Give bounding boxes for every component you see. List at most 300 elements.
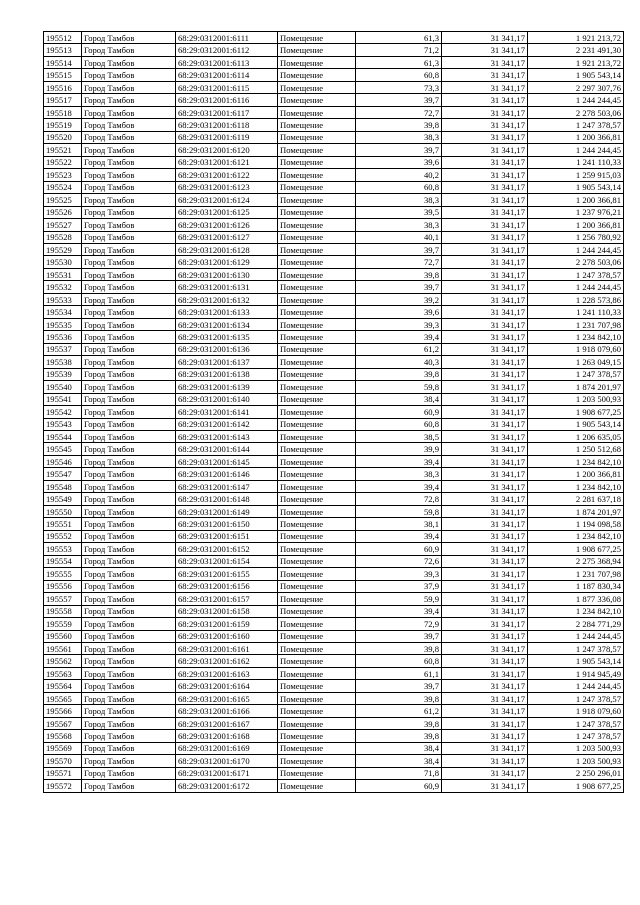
- object-type-cell: Помещение: [278, 680, 356, 692]
- area-cell: 60,9: [356, 780, 442, 792]
- cadastral-number-cell: 68:29:0312001:6162: [176, 655, 278, 667]
- unit-value-cell: 31 341,17: [442, 368, 528, 380]
- table-row: [44, 293, 624, 305]
- area-cell: 38,1: [356, 518, 442, 530]
- table-row: [44, 692, 624, 704]
- row-number-cell: 195528: [44, 231, 82, 243]
- cadastral-value-cell: 2 231 491,30: [528, 44, 624, 56]
- unit-value-cell: 31 341,17: [442, 780, 528, 792]
- cadastral-number-cell: 68:29:0312001:6120: [176, 144, 278, 156]
- table-row: [44, 593, 624, 605]
- row-number-cell: 195537: [44, 343, 82, 355]
- table-row: [44, 767, 624, 779]
- cadastral-number-cell: 68:29:0312001:6115: [176, 81, 278, 93]
- cadastral-number-cell: 68:29:0312001:6130: [176, 268, 278, 280]
- row-number-cell: 195514: [44, 56, 82, 68]
- cadastral-number-cell: 68:29:0312001:6148: [176, 493, 278, 505]
- row-number-cell: 195520: [44, 131, 82, 143]
- cadastral-value-cell: 1 206 635,05: [528, 431, 624, 443]
- object-type-cell: Помещение: [278, 655, 356, 667]
- cadastral-number-cell: 68:29:0312001:6119: [176, 131, 278, 143]
- area-cell: 71,2: [356, 44, 442, 56]
- table-row: [44, 642, 624, 654]
- area-cell: 39,8: [356, 119, 442, 131]
- row-number-cell: 195527: [44, 219, 82, 231]
- cadastral-number-cell: 68:29:0312001:6111: [176, 32, 278, 44]
- object-type-cell: Помещение: [278, 705, 356, 717]
- area-cell: 39,4: [356, 455, 442, 467]
- row-number-cell: 195551: [44, 518, 82, 530]
- cadastral-number-cell: 68:29:0312001:6167: [176, 717, 278, 729]
- cadastral-value-cell: 1 244 244,45: [528, 630, 624, 642]
- table-row: [44, 194, 624, 206]
- cadastral-value-cell: 1 921 213,72: [528, 56, 624, 68]
- object-type-cell: Помещение: [278, 169, 356, 181]
- city-cell: Город Тамбов: [82, 318, 176, 330]
- cadastral-value-cell: 2 297 307,76: [528, 81, 624, 93]
- area-cell: 39,4: [356, 331, 442, 343]
- cadastral-number-cell: 68:29:0312001:6128: [176, 243, 278, 255]
- cadastral-value-table: [43, 31, 624, 793]
- table-row: [44, 655, 624, 667]
- object-type-cell: Помещение: [278, 406, 356, 418]
- area-cell: 71,8: [356, 767, 442, 779]
- object-type-cell: Помещение: [278, 780, 356, 792]
- row-number-cell: 195522: [44, 156, 82, 168]
- table-row: [44, 580, 624, 592]
- object-type-cell: Помещение: [278, 418, 356, 430]
- city-cell: Город Тамбов: [82, 406, 176, 418]
- object-type-cell: Помещение: [278, 593, 356, 605]
- cadastral-value-cell: 1 250 512,68: [528, 443, 624, 455]
- area-cell: 40,2: [356, 169, 442, 181]
- object-type-cell: Помещение: [278, 44, 356, 56]
- area-cell: 39,7: [356, 630, 442, 642]
- unit-value-cell: 31 341,17: [442, 580, 528, 592]
- cadastral-number-cell: 68:29:0312001:6152: [176, 543, 278, 555]
- city-cell: Город Тамбов: [82, 667, 176, 679]
- object-type-cell: Помещение: [278, 106, 356, 118]
- row-number-cell: 195526: [44, 206, 82, 218]
- city-cell: Город Тамбов: [82, 655, 176, 667]
- cadastral-value-cell: 1 241 110,33: [528, 306, 624, 318]
- area-cell: 39,7: [356, 243, 442, 255]
- row-number-cell: 195550: [44, 505, 82, 517]
- cadastral-value-cell: 1 244 244,45: [528, 243, 624, 255]
- table-row: [44, 443, 624, 455]
- object-type-cell: Помещение: [278, 530, 356, 542]
- table-row: [44, 281, 624, 293]
- city-cell: Город Тамбов: [82, 356, 176, 368]
- city-cell: Город Тамбов: [82, 605, 176, 617]
- city-cell: Город Тамбов: [82, 293, 176, 305]
- unit-value-cell: 31 341,17: [442, 418, 528, 430]
- area-cell: 39,3: [356, 568, 442, 580]
- object-type-cell: Помещение: [278, 618, 356, 630]
- area-cell: 39,2: [356, 293, 442, 305]
- city-cell: Город Тамбов: [82, 555, 176, 567]
- city-cell: Город Тамбов: [82, 219, 176, 231]
- row-number-cell: 195529: [44, 243, 82, 255]
- row-number-cell: 195536: [44, 331, 82, 343]
- object-type-cell: Помещение: [278, 56, 356, 68]
- unit-value-cell: 31 341,17: [442, 493, 528, 505]
- cadastral-value-cell: 2 278 503,06: [528, 256, 624, 268]
- unit-value-cell: 31 341,17: [442, 568, 528, 580]
- table-row: [44, 568, 624, 580]
- area-cell: 39,4: [356, 605, 442, 617]
- area-cell: 59,8: [356, 505, 442, 517]
- row-number-cell: 195517: [44, 94, 82, 106]
- cadastral-value-cell: 1 200 366,81: [528, 468, 624, 480]
- city-cell: Город Тамбов: [82, 680, 176, 692]
- object-type-cell: Помещение: [278, 393, 356, 405]
- table-row: [44, 431, 624, 443]
- cadastral-number-cell: 68:29:0312001:6114: [176, 69, 278, 81]
- row-number-cell: 195563: [44, 667, 82, 679]
- cadastral-number-cell: 68:29:0312001:6124: [176, 194, 278, 206]
- cadastral-number-cell: 68:29:0312001:6134: [176, 318, 278, 330]
- city-cell: Город Тамбов: [82, 518, 176, 530]
- area-cell: 72,6: [356, 555, 442, 567]
- row-number-cell: 195552: [44, 530, 82, 542]
- cadastral-number-cell: 68:29:0312001:6172: [176, 780, 278, 792]
- object-type-cell: Помещение: [278, 692, 356, 704]
- object-type-cell: Помещение: [278, 543, 356, 555]
- city-cell: Город Тамбов: [82, 455, 176, 467]
- row-number-cell: 195515: [44, 69, 82, 81]
- cadastral-number-cell: 68:29:0312001:6112: [176, 44, 278, 56]
- city-cell: Город Тамбов: [82, 44, 176, 56]
- unit-value-cell: 31 341,17: [442, 393, 528, 405]
- table-row: [44, 505, 624, 517]
- area-cell: 38,3: [356, 131, 442, 143]
- cadastral-number-cell: 68:29:0312001:6143: [176, 431, 278, 443]
- city-cell: Город Тамбов: [82, 119, 176, 131]
- cadastral-value-cell: 2 250 296,01: [528, 767, 624, 779]
- object-type-cell: Помещение: [278, 730, 356, 742]
- object-type-cell: Помещение: [278, 144, 356, 156]
- object-type-cell: Помещение: [278, 667, 356, 679]
- area-cell: 39,6: [356, 156, 442, 168]
- cadastral-number-cell: 68:29:0312001:6136: [176, 343, 278, 355]
- object-type-cell: Помещение: [278, 455, 356, 467]
- cadastral-number-cell: 68:29:0312001:6166: [176, 705, 278, 717]
- city-cell: Город Тамбов: [82, 480, 176, 492]
- area-cell: 39,7: [356, 144, 442, 156]
- cadastral-number-cell: 68:29:0312001:6127: [176, 231, 278, 243]
- object-type-cell: Помещение: [278, 468, 356, 480]
- unit-value-cell: 31 341,17: [442, 268, 528, 280]
- unit-value-cell: 31 341,17: [442, 144, 528, 156]
- city-cell: Город Тамбов: [82, 206, 176, 218]
- cadastral-value-cell: 1 244 244,45: [528, 680, 624, 692]
- city-cell: Город Тамбов: [82, 306, 176, 318]
- unit-value-cell: 31 341,17: [442, 655, 528, 667]
- row-number-cell: 195559: [44, 618, 82, 630]
- table-row: [44, 730, 624, 742]
- row-number-cell: 195540: [44, 381, 82, 393]
- table-row: [44, 468, 624, 480]
- cadastral-value-cell: 2 278 503,06: [528, 106, 624, 118]
- area-cell: 39,4: [356, 530, 442, 542]
- table-row: [44, 56, 624, 68]
- unit-value-cell: 31 341,17: [442, 555, 528, 567]
- city-cell: Город Тамбов: [82, 505, 176, 517]
- cadastral-value-cell: 1 905 543,14: [528, 69, 624, 81]
- city-cell: Город Тамбов: [82, 755, 176, 767]
- cadastral-number-cell: 68:29:0312001:6169: [176, 742, 278, 754]
- unit-value-cell: 31 341,17: [442, 755, 528, 767]
- area-cell: 39,3: [356, 318, 442, 330]
- unit-value-cell: 31 341,17: [442, 455, 528, 467]
- unit-value-cell: 31 341,17: [442, 231, 528, 243]
- cadastral-number-cell: 68:29:0312001:6164: [176, 680, 278, 692]
- cadastral-number-cell: 68:29:0312001:6118: [176, 119, 278, 131]
- city-cell: Город Тамбов: [82, 131, 176, 143]
- unit-value-cell: 31 341,17: [442, 530, 528, 542]
- cadastral-number-cell: 68:29:0312001:6170: [176, 755, 278, 767]
- unit-value-cell: 31 341,17: [442, 767, 528, 779]
- city-cell: Город Тамбов: [82, 194, 176, 206]
- city-cell: Город Тамбов: [82, 493, 176, 505]
- object-type-cell: Помещение: [278, 268, 356, 280]
- cadastral-value-cell: 1 244 244,45: [528, 94, 624, 106]
- area-cell: 40,3: [356, 356, 442, 368]
- city-cell: Город Тамбов: [82, 256, 176, 268]
- row-number-cell: 195542: [44, 406, 82, 418]
- area-cell: 39,8: [356, 730, 442, 742]
- table-row: [44, 131, 624, 143]
- unit-value-cell: 31 341,17: [442, 642, 528, 654]
- city-cell: Город Тамбов: [82, 81, 176, 93]
- cadastral-number-cell: 68:29:0312001:6161: [176, 642, 278, 654]
- unit-value-cell: 31 341,17: [442, 543, 528, 555]
- table-row: [44, 518, 624, 530]
- area-cell: 60,8: [356, 418, 442, 430]
- area-cell: 39,8: [356, 642, 442, 654]
- object-type-cell: Помещение: [278, 69, 356, 81]
- unit-value-cell: 31 341,17: [442, 293, 528, 305]
- unit-value-cell: 31 341,17: [442, 730, 528, 742]
- table-row: [44, 618, 624, 630]
- unit-value-cell: 31 341,17: [442, 705, 528, 717]
- table-row: [44, 156, 624, 168]
- row-number-cell: 195565: [44, 692, 82, 704]
- cadastral-number-cell: 68:29:0312001:6141: [176, 406, 278, 418]
- object-type-cell: Помещение: [278, 131, 356, 143]
- object-type-cell: Помещение: [278, 767, 356, 779]
- row-number-cell: 195539: [44, 368, 82, 380]
- object-type-cell: Помещение: [278, 443, 356, 455]
- row-number-cell: 195519: [44, 119, 82, 131]
- cadastral-value-cell: 1 247 378,57: [528, 717, 624, 729]
- area-cell: 60,9: [356, 406, 442, 418]
- table-row: [44, 169, 624, 181]
- cadastral-value-cell: 1 234 842,10: [528, 530, 624, 542]
- table-row: [44, 406, 624, 418]
- unit-value-cell: 31 341,17: [442, 169, 528, 181]
- cadastral-number-cell: 68:29:0312001:6154: [176, 555, 278, 567]
- city-cell: Город Тамбов: [82, 468, 176, 480]
- row-number-cell: 195566: [44, 705, 82, 717]
- table-row: [44, 144, 624, 156]
- row-number-cell: 195518: [44, 106, 82, 118]
- city-cell: Город Тамбов: [82, 431, 176, 443]
- table-row: [44, 268, 624, 280]
- table-row: [44, 106, 624, 118]
- row-number-cell: 195549: [44, 493, 82, 505]
- table-row: [44, 605, 624, 617]
- row-number-cell: 195562: [44, 655, 82, 667]
- cadastral-number-cell: 68:29:0312001:6150: [176, 518, 278, 530]
- unit-value-cell: 31 341,17: [442, 256, 528, 268]
- cadastral-value-cell: 1 200 366,81: [528, 194, 624, 206]
- city-cell: Город Тамбов: [82, 692, 176, 704]
- unit-value-cell: 31 341,17: [442, 406, 528, 418]
- cadastral-value-cell: 1 247 378,57: [528, 642, 624, 654]
- cadastral-value-cell: 1 921 213,72: [528, 32, 624, 44]
- object-type-cell: Помещение: [278, 281, 356, 293]
- area-cell: 38,4: [356, 742, 442, 754]
- table-row: [44, 530, 624, 542]
- cadastral-number-cell: 68:29:0312001:6151: [176, 530, 278, 542]
- area-cell: 60,9: [356, 543, 442, 555]
- row-number-cell: 195569: [44, 742, 82, 754]
- row-number-cell: 195546: [44, 455, 82, 467]
- object-type-cell: Помещение: [278, 580, 356, 592]
- city-cell: Город Тамбов: [82, 393, 176, 405]
- unit-value-cell: 31 341,17: [442, 281, 528, 293]
- table-row: [44, 381, 624, 393]
- cadastral-value-cell: 1 234 842,10: [528, 605, 624, 617]
- row-number-cell: 195525: [44, 194, 82, 206]
- area-cell: 61,1: [356, 667, 442, 679]
- cadastral-number-cell: 68:29:0312001:6146: [176, 468, 278, 480]
- object-type-cell: Помещение: [278, 480, 356, 492]
- table-row: [44, 206, 624, 218]
- cadastral-number-cell: 68:29:0312001:6142: [176, 418, 278, 430]
- cadastral-number-cell: 68:29:0312001:6139: [176, 381, 278, 393]
- city-cell: Город Тамбов: [82, 730, 176, 742]
- object-type-cell: Помещение: [278, 119, 356, 131]
- row-number-cell: 195545: [44, 443, 82, 455]
- cadastral-value-cell: 1 187 830,34: [528, 580, 624, 592]
- table-row: [44, 755, 624, 767]
- object-type-cell: Помещение: [278, 81, 356, 93]
- row-number-cell: 195570: [44, 755, 82, 767]
- table-row: [44, 343, 624, 355]
- object-type-cell: Помещение: [278, 219, 356, 231]
- object-type-cell: Помещение: [278, 306, 356, 318]
- area-cell: 61,2: [356, 705, 442, 717]
- row-number-cell: 195516: [44, 81, 82, 93]
- table-row: [44, 256, 624, 268]
- cadastral-value-cell: 1 244 244,45: [528, 144, 624, 156]
- object-type-cell: Помещение: [278, 605, 356, 617]
- area-cell: 72,7: [356, 256, 442, 268]
- area-cell: 39,7: [356, 94, 442, 106]
- unit-value-cell: 31 341,17: [442, 468, 528, 480]
- area-cell: 39,8: [356, 368, 442, 380]
- table-row: [44, 543, 624, 555]
- cadastral-value-cell: 2 284 771,29: [528, 618, 624, 630]
- table-row: [44, 44, 624, 56]
- unit-value-cell: 31 341,17: [442, 131, 528, 143]
- row-number-cell: 195532: [44, 281, 82, 293]
- area-cell: 39,8: [356, 717, 442, 729]
- unit-value-cell: 31 341,17: [442, 318, 528, 330]
- area-cell: 72,8: [356, 493, 442, 505]
- city-cell: Город Тамбов: [82, 106, 176, 118]
- table-row: [44, 630, 624, 642]
- cadastral-value-cell: 1 908 677,25: [528, 406, 624, 418]
- row-number-cell: 195530: [44, 256, 82, 268]
- object-type-cell: Помещение: [278, 381, 356, 393]
- table-row: [44, 717, 624, 729]
- cadastral-value-cell: 1 247 378,57: [528, 368, 624, 380]
- cadastral-value-cell: 1 908 677,25: [528, 543, 624, 555]
- row-number-cell: 195548: [44, 480, 82, 492]
- unit-value-cell: 31 341,17: [442, 356, 528, 368]
- object-type-cell: Помещение: [278, 431, 356, 443]
- cadastral-number-cell: 68:29:0312001:6126: [176, 219, 278, 231]
- city-cell: Город Тамбов: [82, 156, 176, 168]
- object-type-cell: Помещение: [278, 505, 356, 517]
- cadastral-number-cell: 68:29:0312001:6165: [176, 692, 278, 704]
- area-cell: 60,8: [356, 655, 442, 667]
- table-body: [44, 32, 624, 793]
- table-row: [44, 705, 624, 717]
- area-cell: 40,1: [356, 231, 442, 243]
- unit-value-cell: 31 341,17: [442, 69, 528, 81]
- area-cell: 38,3: [356, 194, 442, 206]
- area-cell: 59,8: [356, 381, 442, 393]
- unit-value-cell: 31 341,17: [442, 44, 528, 56]
- document-page: [43, 31, 623, 793]
- cadastral-number-cell: 68:29:0312001:6158: [176, 605, 278, 617]
- table-row: [44, 94, 624, 106]
- city-cell: Город Тамбов: [82, 530, 176, 542]
- city-cell: Город Тамбов: [82, 231, 176, 243]
- city-cell: Город Тамбов: [82, 32, 176, 44]
- area-cell: 61,2: [356, 343, 442, 355]
- area-cell: 39,5: [356, 206, 442, 218]
- unit-value-cell: 31 341,17: [442, 680, 528, 692]
- unit-value-cell: 31 341,17: [442, 717, 528, 729]
- row-number-cell: 195561: [44, 642, 82, 654]
- cadastral-value-cell: 1 874 201,97: [528, 381, 624, 393]
- cadastral-value-cell: 1 237 976,21: [528, 206, 624, 218]
- cadastral-number-cell: 68:29:0312001:6159: [176, 618, 278, 630]
- area-cell: 72,7: [356, 106, 442, 118]
- row-number-cell: 195533: [44, 293, 82, 305]
- object-type-cell: Помещение: [278, 742, 356, 754]
- unit-value-cell: 31 341,17: [442, 194, 528, 206]
- city-cell: Город Тамбов: [82, 618, 176, 630]
- row-number-cell: 195554: [44, 555, 82, 567]
- cadastral-value-cell: 1 905 543,14: [528, 655, 624, 667]
- unit-value-cell: 31 341,17: [442, 480, 528, 492]
- cadastral-number-cell: 68:29:0312001:6131: [176, 281, 278, 293]
- unit-value-cell: 31 341,17: [442, 32, 528, 44]
- table-row: [44, 455, 624, 467]
- unit-value-cell: 31 341,17: [442, 505, 528, 517]
- cadastral-number-cell: 68:29:0312001:6113: [176, 56, 278, 68]
- table-row: [44, 368, 624, 380]
- object-type-cell: Помещение: [278, 555, 356, 567]
- object-type-cell: Помещение: [278, 356, 356, 368]
